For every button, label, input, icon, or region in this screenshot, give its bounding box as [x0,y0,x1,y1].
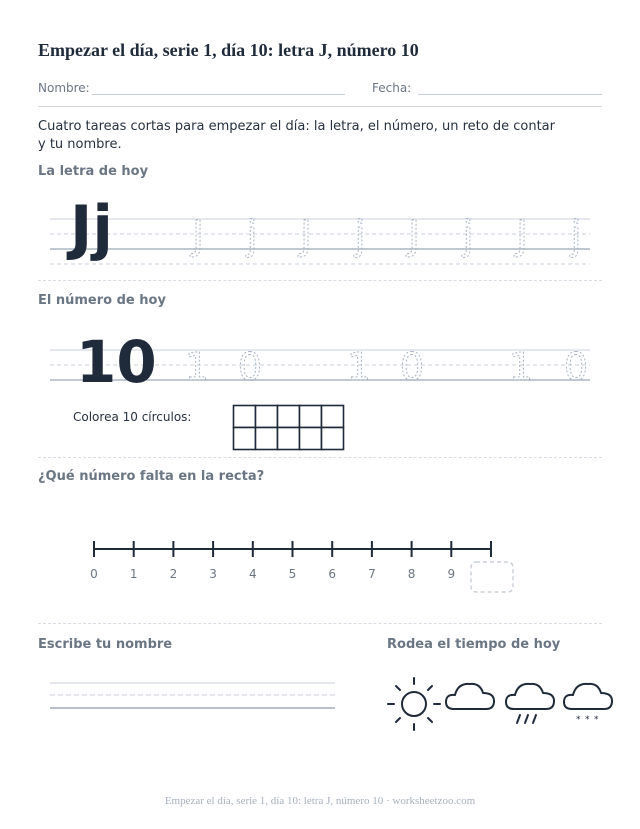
grid-cell[interactable] [256,406,278,428]
section-divider [38,280,602,281]
number-trace-glyph[interactable]: 1 [184,345,210,389]
snow-cloud-icon[interactable] [564,684,612,725]
grid-cell[interactable] [256,428,278,450]
letter-trace-glyph[interactable]: j [570,213,582,259]
missing-number-box[interactable] [471,562,513,592]
number-line-label: 1 [129,567,138,581]
section-divider [38,623,602,624]
number-line-label: 0 [90,567,98,581]
number-line-label: 4 [248,567,257,581]
name-label: Nombre: [38,81,90,95]
number-trace-glyph[interactable]: 0 [563,345,589,389]
number-trace-glyph[interactable]: 0 [237,345,263,389]
number-line [0,530,640,600]
letter-model: Jj [70,193,113,263]
number-line-label: 5 [288,567,297,581]
grid-cell[interactable] [300,406,322,428]
weather-heading: Rodea el tiempo de hoy [387,637,561,652]
number-heading: El número de hoy [38,293,166,308]
section-divider [38,457,602,458]
letter-trace-glyph[interactable]: J [192,213,204,259]
cloud-icon[interactable] [446,684,494,709]
weather-options [384,672,620,732]
letter-heading: La letra de hoy [38,164,149,179]
name-writing-lines[interactable] [0,675,360,715]
svg-text:*: * [576,715,581,725]
header-divider [38,106,602,107]
intro-text: Cuatro tareas cortas para empezar el día: la letra, el número, un reto de contar y tu nombre. [38,119,555,152]
page-title: Empezar el día, serie 1, día 10: letra J, número 10 [38,40,419,60]
letter-trace-glyph[interactable]: J [408,213,420,259]
rain-cloud-icon[interactable] [506,684,554,723]
name-heading: Escribe tu nombre [38,637,173,652]
ten-frame-grid[interactable] [232,404,348,452]
letter-trace-glyph[interactable]: j [354,213,366,259]
grid-cell[interactable] [300,428,322,450]
grid-cell[interactable] [278,406,300,428]
color-circles-label: Colorea 10 círculos: [73,410,192,424]
date-label: Fecha: [372,81,412,95]
letter-trace-glyph[interactable]: J [516,213,528,259]
number-line-label: 8 [407,567,416,581]
number-trace-glyph[interactable]: 0 [399,345,425,389]
svg-text:*: * [585,715,590,725]
grid-cell[interactable] [322,406,344,428]
number-line-label: 6 [328,567,337,581]
date-field-line[interactable] [418,94,602,95]
number-trace-glyph[interactable]: 1 [346,345,372,389]
number-line-label: 9 [447,567,456,581]
letter-trace-glyph[interactable]: j [246,213,258,259]
grid-cell[interactable] [234,406,256,428]
page-footer: Empezar el día, serie 1, día 10: letra J, número 10 · worksheetzoo.com [164,795,476,807]
number-line-label: 2 [169,567,178,581]
letter-trace-glyph[interactable]: j [462,213,474,259]
name-field-line[interactable] [92,94,345,95]
grid-cell[interactable] [278,428,300,450]
number-line-label: 3 [209,567,217,581]
number-line-heading: ¿Qué número falta en la recta? [38,469,265,484]
number-line-label: 7 [368,567,376,581]
svg-text:*: * [594,715,599,725]
letter-trace-glyph[interactable]: J [300,213,312,259]
grid-cell[interactable] [322,428,344,450]
number-trace-glyph[interactable]: 1 [508,345,534,389]
grid-cell[interactable] [234,428,256,450]
sun-icon[interactable] [388,678,440,730]
number-model: 10 [76,328,157,396]
